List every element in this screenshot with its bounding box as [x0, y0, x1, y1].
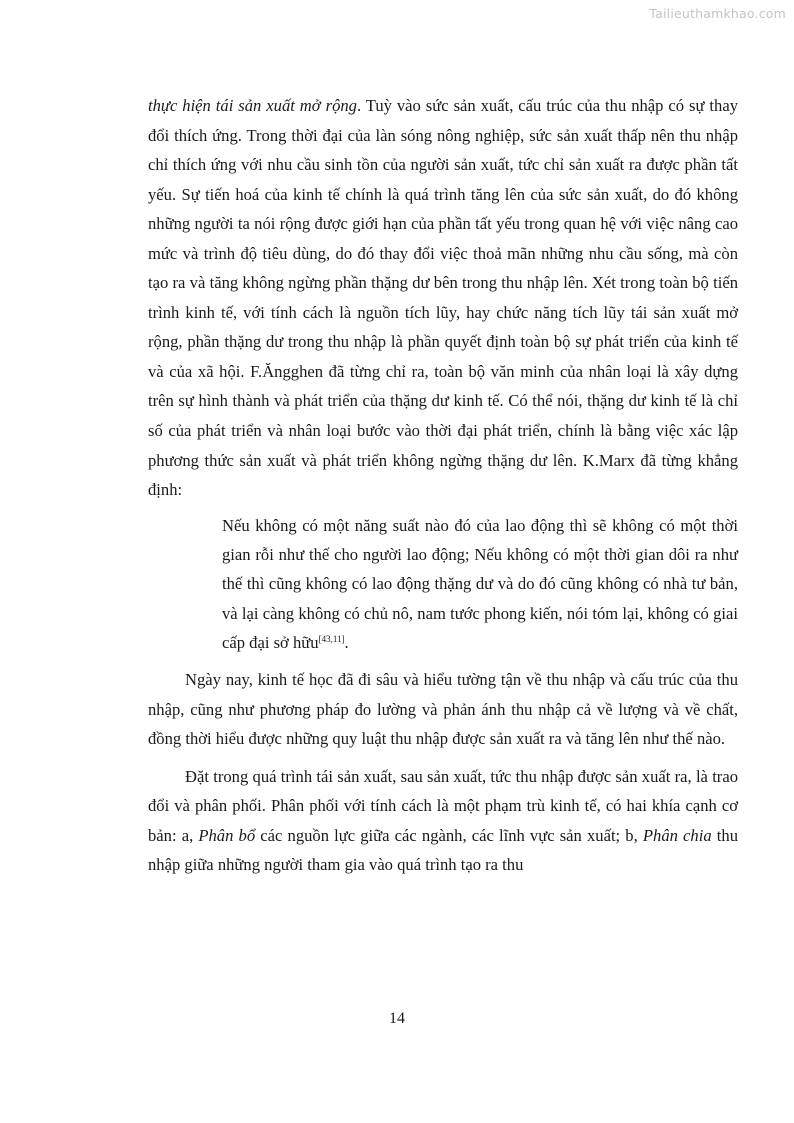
italic-term: Phân bổ	[198, 825, 256, 845]
quote-end: .	[344, 632, 349, 652]
paragraph: Ngày nay, kinh tế học đã đi sâu và hiểu tường tận về thu nhập và cấu trúc của thu nhập, cũng như phương pháp đo lường và phản ánh thu nhập cả về lượng và về chất, đồng thời hiểu được những quy luật thu nhập được sản xuất ra và tăng lên như thế nào.	[148, 670, 738, 749]
citation-ref: [43,11]	[318, 633, 345, 644]
block-quote	[222, 511, 738, 657]
paragraph-text: Đặt trong quá trình tái sản xuất, sau sản xuất, tức thu nhập được sản xuất ra, là trao đổi và phân phối. Phân phối với tính cách là một phạm trù kinh tế, có hai khía cạnh cơ bản: a,	[148, 766, 738, 845]
paragraph-text: các nguồn lực giữa các ngành, các lĩnh vực sản xuất; b,	[255, 825, 643, 845]
page-number: 14	[389, 1010, 405, 1027]
page-body	[148, 91, 738, 880]
italic-term: Phân chia	[642, 825, 712, 845]
watermark: Tailieuthamkhao.com	[649, 6, 786, 21]
italic-phrase: thực hiện tái sản xuất mở rộng	[148, 96, 357, 115]
paragraph-continuation	[148, 91, 738, 505]
paragraph-text: . Tuỳ vào sức sản xuất, cấu trúc của thu nhập có sự thay đổi thích ứng. Trong thời đại của làn sóng nông nghiệp, sức sản xuất thấp nên thu nhập chỉ thích ứng với nhu cầu sinh tồn của người sản xuất, tức chỉ sản xuất ra được phần tất yếu. Sự tiến hoá của kinh tế chính là quá trình tăng lên của sức sản xuất, do đó không những người ta nói rộng được giới hạn của phần tất yếu trong quan hệ với việc nâng cao mức và trình độ tiêu dùng, do đó thay đổi việc thoả mãn những nhu cầu sống, mà còn tạo ra và tăng không ngừng phần thặng dư bên trong thu nhập lên. Xét trong toàn bộ tiến trình kinh tế, với tính cách là nguồn tích lũy, hay chức năng tích lũy tái sản xuất mở rộng, phần thặng dư trong thu nhập là phần quyết định toàn bộ sự phát triển của kinh tế và của xã hội. F.Ăngghen đã từng chỉ ra, toàn bộ văn minh của nhân loại là xây dựng trên sự hình thành và phát triển của thặng dư kinh tế. Có thể nói, thặng dư kinh tế là chỉ số của phát triển và nhân loại bước vào thời đại phát triển, chính là bằng việc xác lập phương thức sản xuất và phát triển không ngừng thặng dư lên. K.Marx đã từng khẳng định:	[148, 96, 738, 500]
quote-text: Nếu không có một năng suất nào đó của lao động thì sẽ không có một thời gian rỗi như thế cho người lao động; Nếu không có một thời gian dôi ra như thế thì cũng không có lao động thặng dư và do đó cũng không có nhà tư bản, và lại càng không có chủ nô, nam tước phong kiến, nói tóm lại, không có giai cấp đại sở hữu	[222, 515, 738, 652]
paragraph	[148, 762, 738, 880]
paragraph-text: thu nhập giữa những người tham gia vào quá trình tạo ra thu	[148, 825, 738, 875]
